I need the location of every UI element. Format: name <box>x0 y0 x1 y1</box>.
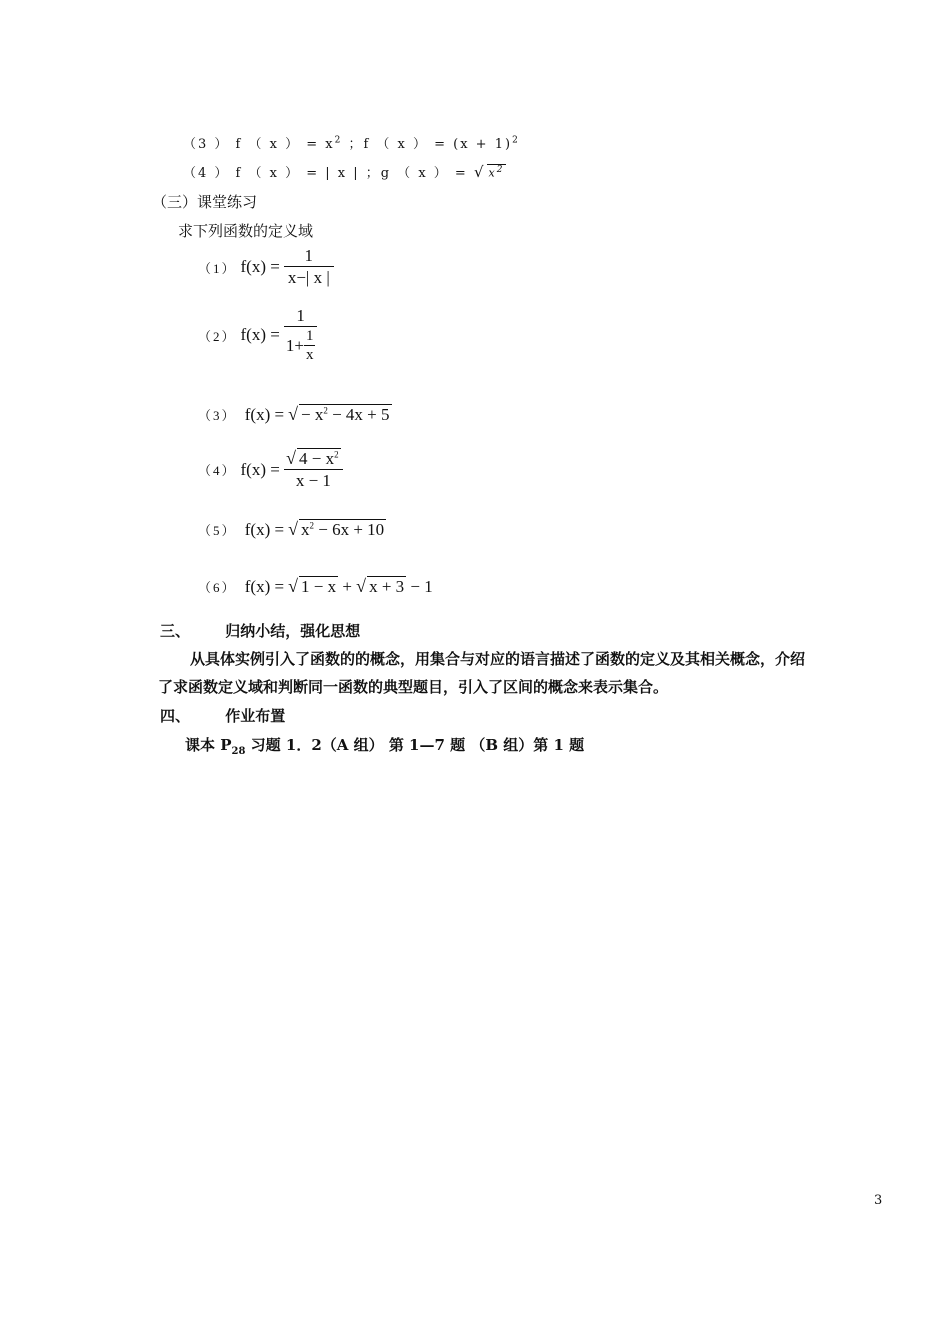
practice-item-5: （5） f(x) = √ $x^2 - 6x + 10$ <box>198 519 385 539</box>
line-label: （4 ） <box>183 166 230 181</box>
practice-item-6: （6） f(x) = √ 1 − x + √ x + 3 − 1 <box>198 576 433 596</box>
expression: ；f （ x ） = (x + 1) <box>348 137 513 152</box>
item-label: （2） <box>198 328 237 344</box>
radicand: x <box>300 520 310 539</box>
fraction <box>284 448 343 491</box>
item-label: （6） <box>198 580 237 595</box>
radicand-rest: − 6x + 10 <box>313 520 385 539</box>
lhs: f(x) = <box>244 577 285 596</box>
item-label: （3） <box>198 408 237 423</box>
superscript: 2 <box>309 520 314 531</box>
denominator <box>284 326 318 364</box>
radical <box>299 519 386 540</box>
lhs: f(x) = <box>244 405 285 424</box>
superscript: 2 <box>334 449 339 460</box>
inner-fraction <box>304 328 316 364</box>
page-number: 3 <box>874 1193 883 1208</box>
plus-sign: + <box>338 577 357 596</box>
lhs: f(x) = <box>244 520 285 539</box>
radicand: 4 − x <box>299 449 335 468</box>
section-number: 三、 <box>160 622 191 640</box>
lhs: f(x) = <box>240 325 280 344</box>
item-label: （4） <box>198 463 237 478</box>
homework-content <box>185 734 584 757</box>
inner-denominator: x <box>305 347 314 363</box>
section-heading: （三）课堂练习 <box>152 193 258 211</box>
numerator: 1 <box>296 306 305 325</box>
practice-item-1 <box>198 246 334 288</box>
section-number: 四、 <box>160 707 191 725</box>
radical-1: 1 − x <box>300 577 337 596</box>
superscript: 2 <box>512 135 520 146</box>
page-subscript: 28 <box>231 746 246 757</box>
denominator: x−| x | <box>284 266 334 288</box>
item-label: （5） <box>198 523 237 538</box>
fraction <box>284 306 318 364</box>
radicand: x <box>488 167 497 180</box>
radicand: − x <box>300 405 324 424</box>
equation-line-3 <box>183 133 520 152</box>
practice-item-4 <box>198 448 343 491</box>
practice-item-2 <box>198 306 317 364</box>
superscript: 2 <box>496 165 505 176</box>
expression: f （ x ） = | x | ；g （ x ） = <box>235 166 468 181</box>
homework-prefix: 课本 P <box>185 736 232 754</box>
summary-paragraph-line-1: 从具体实例引入了函数的的概念，用集合与对应的语言描述了函数的定义及其相关概念，介绍 <box>190 650 806 668</box>
homework-rest: 习题 1．2（A 组） 第 1—7 题 （B 组）第 1 题 <box>245 736 585 754</box>
radical-2: x + 3 <box>369 577 405 596</box>
section-title: 归纳小结，强化思想 <box>225 622 361 640</box>
radical <box>299 404 392 425</box>
inner-numerator: 1 <box>305 328 314 344</box>
superscript: 2 <box>323 405 328 416</box>
practice-item-3: （3） f(x) = √ − $x^2 - 4x + 5$ <box>198 404 390 424</box>
denominator: x − 1 <box>284 469 343 491</box>
equation-line-4: （4 ） f （ x ） = | x | ；g （ x ） = √ $x^2$ <box>183 163 505 181</box>
tail: − 1 <box>406 577 433 596</box>
item-label: （1） <box>198 260 237 276</box>
numerator: √ $4 - x^2$ <box>286 448 339 468</box>
practice-intro: 求下列函数的定义域 <box>178 222 314 240</box>
line-label: （3 ） <box>183 137 230 152</box>
lhs: f(x) = <box>240 257 280 276</box>
lhs: f(x) = <box>240 459 280 479</box>
numerator: 1 <box>304 246 314 265</box>
fraction <box>284 246 334 288</box>
homework-heading <box>160 705 285 726</box>
denominator-prefix: 1+ <box>285 336 304 355</box>
summary-paragraph-line-2: 了求函数定义域和判断同一函数的典型题目，引入了区间的概念来表示集合。 <box>158 678 669 696</box>
superscript: 2 <box>334 135 343 146</box>
section-title: 作业布置 <box>225 707 286 725</box>
radicand-rest: − 4x + 5 <box>327 405 390 424</box>
summary-heading <box>160 620 360 641</box>
expression: f （ x ） = x <box>235 137 335 152</box>
